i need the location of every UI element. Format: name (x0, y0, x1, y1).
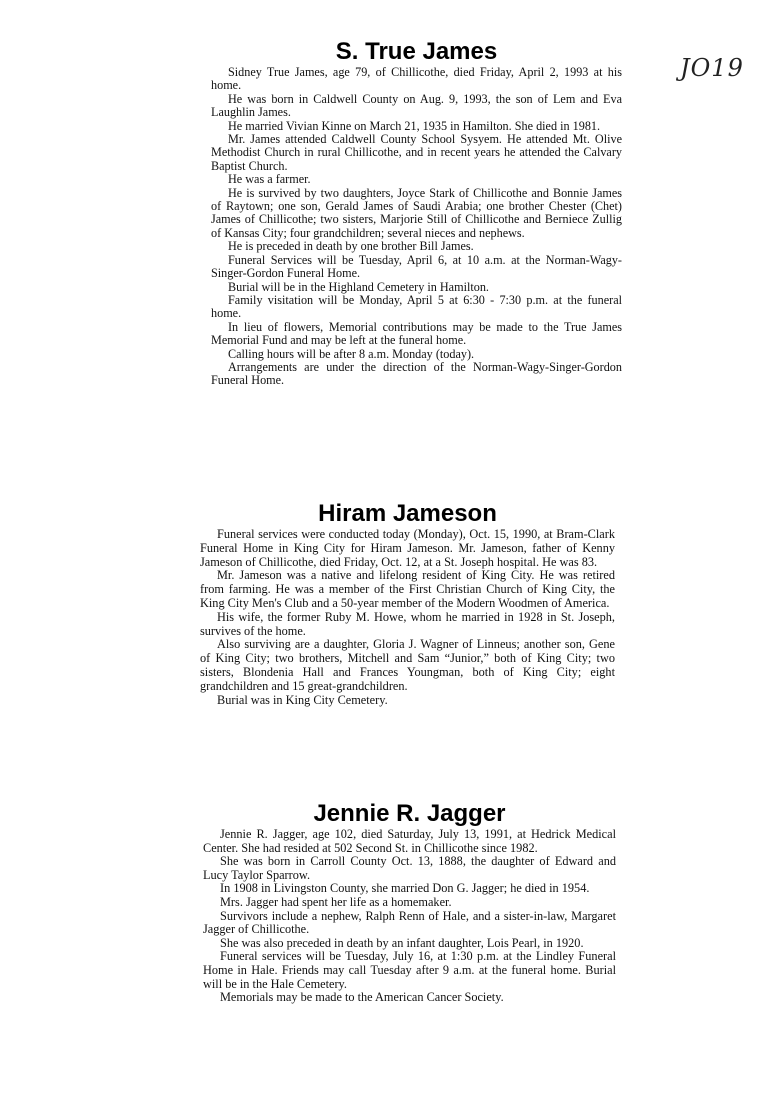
obituary-paragraph: Mr. James attended Caldwell County School Sysyem. He attended Mt. Olive Methodist Church in rural Chillicothe, and in recent years he attended the Calvary Baptist Church. (211, 132, 622, 173)
handwritten-annotation: JO19 (680, 54, 744, 82)
obituary-paragraph: Mr. Jameson was a native and lifelong resident of King City. He was retired from farming. He was a member of the First Christian Church of King City, the King City Men's Club and a 50-year member of the Modern Woodmen of America. (200, 568, 615, 610)
obituary-paragraph: In 1908 in Livingston County, she married Don G. Jagger; he died in 1954. (220, 881, 590, 896)
obituary-paragraph: Sidney True James, age 79, of Chillicothe, died Friday, April 2, 1993 at his home. (211, 65, 622, 93)
obituary-paragraph: She was also preceded in death by an infant daughter, Lois Pearl, in 1920. (220, 935, 584, 950)
obituary-paragraph: Funeral Services will be Tuesday, April 6, at 10 a.m. at the Norman-Wagy-Singer-Gordon Funeral Home. (211, 252, 622, 281)
obituary-paragraph: Funeral services were conducted today (Monday), Oct. 15, 1990, at Bram-Clark Funeral Home in King City for Hiram Jameson. Mr. Jameson, father of Kenny Jameson of Chillicothe, died Friday, Oct. 12, at a St. Joseph hospital. He was 83. (200, 527, 615, 569)
obituary-paragraph: Survivors include a nephew, Ralph Renn of Hale, and a sister-in-law, Margaret Jagger of Chillicothe. (203, 908, 616, 937)
obituary-paragraph: Burial was in King City Cemetery. (217, 692, 388, 707)
obituary-paragraph: Calling hours will be after 8 a.m. Monday (today). (228, 346, 475, 361)
obituary-jennie-r-jagger (203, 800, 616, 1005)
obituary-paragraph: He was a farmer. (228, 172, 311, 187)
obituary-paragraph: She was born in Carroll County Oct. 13, 1888, the daughter of Edward and Lucy Taylor Sparrow. (203, 854, 616, 882)
obituary-title: Jennie R. Jagger (313, 800, 506, 827)
obituary-paragraph: Jennie R. Jagger, age 102, died Saturday, July 13, 1991, at Hedrick Medical Center. She had resided at 502 Second St. in Chillicothe since 1982. (203, 827, 616, 855)
obituary-title: S. True James (335, 38, 498, 65)
obituary-paragraph: Also surviving are a daughter, Gloria J. Wagner of Linneus; another son, Gene of King City; two brothers, Mitchell and Sam “Junior,” both of King City; two sisters, Blondenia Hall and Frances Youngman, both of King City; eight grandchildren and 15 great-grandchildren. (200, 637, 615, 693)
obituary-paragraph: He is preceded in death by one brother Bill James. (228, 239, 474, 254)
obituary-paragraph: Funeral services will be Tuesday, July 16, at 1:30 p.m. at the Lindley Funeral Home in Hale. Friends may call Tuesday after 9 a.m. at the funeral home. Burial will be in the Hale Cemetery. (203, 949, 616, 991)
obituary-paragraph: Memorials may be made to the American Cancer Society. (220, 990, 504, 1005)
obituary-s-true-james (211, 38, 622, 388)
obituary-paragraph: His wife, the former Ruby M. Howe, whom he married in 1928 in St. Joseph, survives of the home. (200, 609, 615, 638)
obituary-paragraph: Family visitation will be Monday, April 5 at 6:30 - 7:30 p.m. at the funeral home. (211, 292, 622, 321)
obituary-paragraph: Burial will be in the Highland Cemetery in Hamilton. (228, 279, 489, 294)
obituary-paragraph: Mrs. Jagger had spent her life as a homemaker. (220, 894, 452, 909)
obituary-paragraph: He was born in Caldwell County on Aug. 9, 1993, the son of Lem and Eva Laughlin James. (211, 91, 622, 120)
obituary-paragraph: Arrangements are under the direction of the Norman-Wagy-Singer-Gordon Funeral Home. (211, 359, 622, 388)
obituary-paragraph: In lieu of flowers, Memorial contributions may be made to the True James Memorial Fund and may be left at the funeral home. (211, 319, 622, 348)
obituary-paragraph: He married Vivian Kinne on March 21, 1935 in Hamilton. She died in 1981. (228, 118, 601, 133)
obituary-title: Hiram Jameson (318, 500, 497, 527)
obituary-hiram-jameson (200, 500, 615, 707)
obituary-paragraph: He is survived by two daughters, Joyce Stark of Chillicothe and Bonnie James of Raytown; one son, Gerald James of Saudi Arabia; one brother Chester (Chet) James of Chillicothe; two sisters, Marjorie Still of Chillicothe and Berniece Zullig of Kansas City; four grandchildren; several nieces and nephews. (211, 185, 622, 240)
